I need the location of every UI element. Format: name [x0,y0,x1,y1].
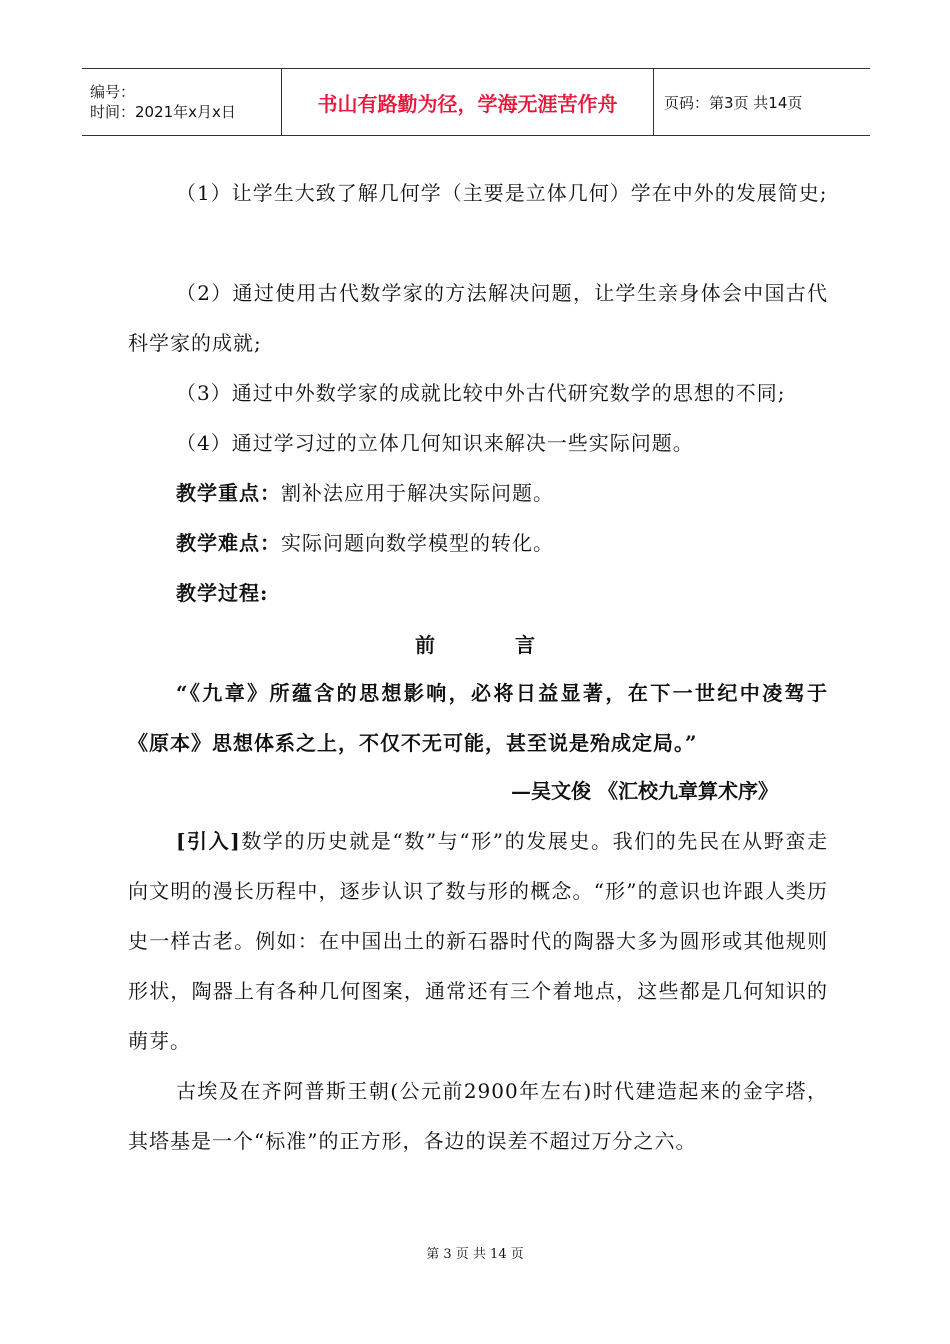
intro-paragraph [128,816,828,1066]
preface-char-1: 前 [415,633,435,657]
difficulty [128,518,828,568]
objective-4: （4）通过学习过的立体几何知识来解决一些实际问题。 [176,431,694,455]
pyramid-paragraph: 古埃及在齐阿普斯王朝(公元前2900年左右)时代建造起来的金字塔，其塔基是一个“标准”的正方形，各边的误差不超过万分之六。 [128,1079,828,1153]
objective-3: （3）通过中外数学家的成就比较中外古代研究数学的思想的不同; [176,381,786,405]
key-point [128,468,828,518]
difficulty-label: 教学难点： [176,531,281,555]
objective-1: （1）让学生大致了解几何学（主要是立体几何）学在中外的发展简史; [176,181,828,205]
preface-char-2: 言 [515,633,535,657]
intro-label: [引入] [176,829,241,853]
key-point-label: 教学重点： [176,481,281,505]
process-label: 教学过程: [176,581,269,605]
key-point-text: 割补法应用于解决实际问题。 [281,481,554,505]
page-footer: 第 3 页 共 14 页 [426,1247,524,1262]
header-motto: 书山有路勤为径，学海无涯苦作舟 [282,69,654,135]
preface-heading [0,620,950,670]
header-meta [82,69,282,135]
difficulty-text: 实际问题向数学模型的转化。 [281,531,554,555]
preface-quote: “《九章》所蕴含的思想影响，必将日益显著，在下一世纪中凌驾于《原本》思想体系之上，不仅不无可能，甚至说是殆成定局。” [128,681,828,755]
intro-text: 数学的历史就是“数”与“形”的发展史。我们的先民在从野蛮走向文明的漫长历程中，逐步认识了数与形的概念。“形”的意识也许跟人类历史一样古老。例如：在中国出土的新石器时代的陶器大多为圆形或其他规则形状，陶器上有各种几何图案，通常还有三个着地点，这些都是几何知识的萌芽。 [128,829,828,1053]
header-page-info: 页码：第3页 共14页 [664,93,803,112]
objective-2: （2）通过使用古代数学家的方法解决问题，让学生亲身体会中国古代科学家的成就; [128,281,828,355]
quote-attribution: —吴文俊 《汇校九章算术序》 [511,779,778,803]
page-header [82,68,870,136]
document-number-label: 编号： [90,83,136,101]
document-date: 时间：2021年x月x日 [90,103,236,121]
